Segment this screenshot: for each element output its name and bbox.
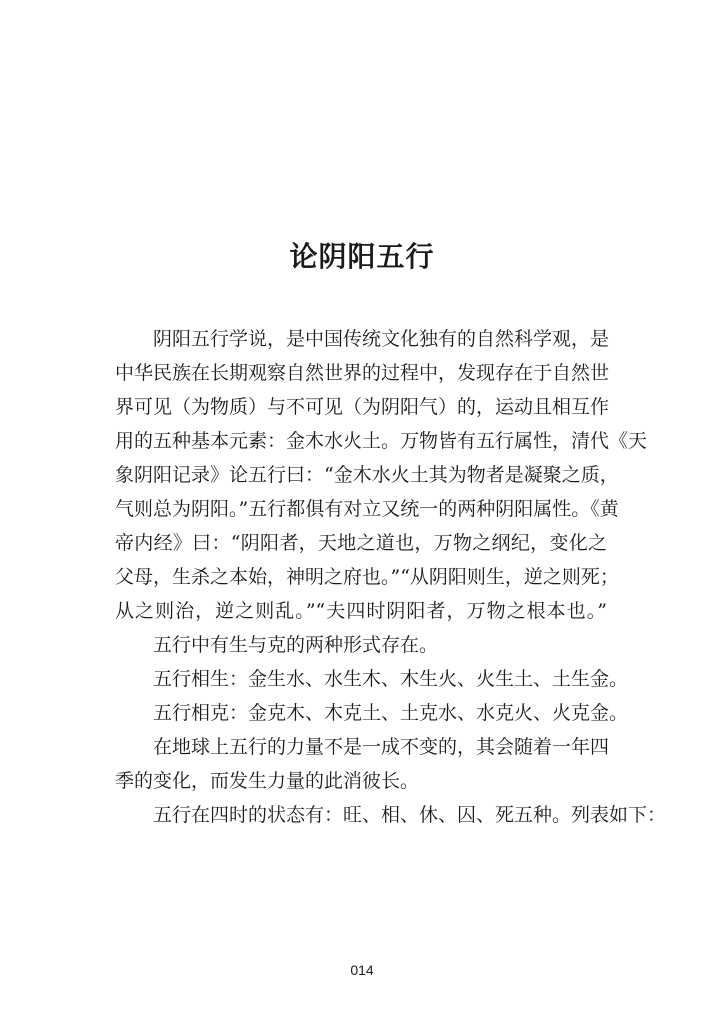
paragraph-xiangsheng [115, 662, 629, 696]
text-line: 气则总为阴阳。”五行都俱有对立又统一的两种阴阳属性。《黄 [115, 498, 619, 520]
text-line: 季的变化，而发生力量的此消彼长。 [115, 770, 420, 792]
page-title: 论阴阳五行 [289, 239, 435, 273]
paragraph-seasonal-change [115, 730, 610, 798]
text-line: 在地球上五行的力量不是一成不变的，其会随着一年四 [153, 736, 610, 758]
text-line: 五行相生：金生水、水生木、木生火、火生土、土生金。 [153, 668, 629, 690]
paragraph-xiangke [115, 696, 629, 730]
paragraph-four-seasons-states [115, 798, 667, 832]
text-line: 五行在四时的状态有：旺、相、休、囚、死五种。列表如下： [153, 804, 667, 826]
paragraph-intro [115, 322, 648, 628]
text-line: 阴阳五行学说，是中国传统文化独有的自然科学观，是 [153, 328, 610, 350]
text-line: 五行中有生与克的两种形式存在。 [153, 634, 439, 656]
text-line: 用的五种基本元素：金木水火土。万物皆有五行属性，清代《天 [115, 430, 648, 452]
text-line: 父母，生杀之本始，神明之府也。”“从阴阳则生，逆之则死； [115, 566, 619, 588]
text-line: 五行相克：金克木、木克土、土克水、水克火、火克金。 [153, 702, 629, 724]
body-text [115, 322, 667, 832]
text-line: 从之则治，逆之则乱。”“夫四时阴阳者，万物之根本也。” [115, 600, 607, 622]
text-line: 中华民族在长期观察自然世界的过程中，发现存在于自然世 [115, 362, 610, 384]
text-line: 帝内经》曰：“阴阳者，天地之道也，万物之纲纪，变化之 [115, 532, 607, 554]
paragraph-sheng-ke-forms [115, 628, 607, 662]
text-line: 象阴阳记录》论五行曰：“金木水火土其为物者是凝聚之质， [115, 464, 619, 486]
page-number: 014 [350, 962, 374, 978]
text-line: 界可见（为物质）与不可见（为阴阳气）的，运动且相互作 [115, 396, 610, 418]
